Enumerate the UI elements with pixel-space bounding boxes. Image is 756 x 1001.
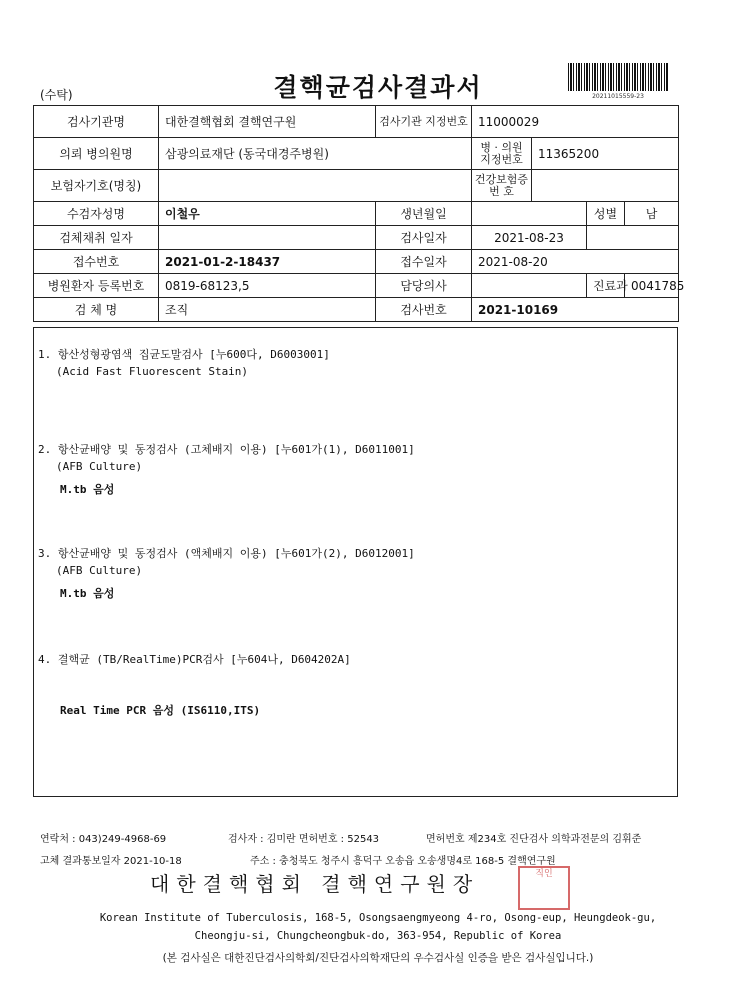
sex-value: 남 (625, 202, 679, 226)
birth-value (472, 202, 587, 226)
accept-no-label: 접수번호 (34, 250, 159, 274)
patient-value: 이철우 (159, 202, 376, 226)
result-value: M.tb 음성 (60, 483, 115, 496)
institute-name: 대한결핵협회 결핵연구원장 (150, 872, 480, 896)
certification-note: (본 검사실은 대한진단검사의학회/진단검사의학재단의 우수검사실 인증을 받은 검사실입니다.) (162, 952, 594, 964)
document-title: 결핵균검사결과서 (273, 73, 483, 102)
test-date-label: 검사일자 (376, 226, 472, 250)
result-subtitle: (Acid Fast Fluorescent Stain) (56, 365, 249, 378)
result-value: M.tb 음성 (60, 587, 115, 600)
specimen-label: 검 체 명 (34, 298, 159, 322)
insured-value (159, 170, 472, 202)
receipt-label: (수탁) (40, 88, 73, 102)
collect-label: 검체채취 일자 (34, 226, 159, 250)
test-no-value: 2021-10169 (472, 298, 679, 322)
hospital-code-value: 11365200 (532, 138, 679, 170)
result-subtitle: (AFB Culture) (56, 460, 143, 473)
dept-value: 0041785 (625, 274, 679, 298)
doctor-value (472, 274, 587, 298)
specimen-value: 조직 (159, 298, 376, 322)
patient-info-table (33, 105, 685, 322)
seal-text: 직인 (535, 869, 553, 879)
insured-label: 보험자기호(명칭) (34, 170, 159, 202)
result-title: 3. 항산균배양 및 동정검사 (액체배지 이용) [누601가(2), D6012001] (38, 547, 415, 560)
result-item-1 (38, 346, 330, 380)
hospital-label: 의뢰 병의원명 (34, 138, 159, 170)
collect-value (159, 226, 376, 250)
inst-value: 대한결핵협회 결핵연구원 (159, 106, 376, 138)
sex-label: 성별 (587, 202, 625, 226)
doctor-label: 담당의사 (376, 274, 472, 298)
accept-date-label: 접수일자 (376, 250, 472, 274)
dept-label: 진료과 (587, 274, 625, 298)
birth-label: 생년월일 (376, 202, 472, 226)
inst-label: 검사기관명 (34, 106, 159, 138)
footer-report-date: 고체 결과통보일자 2021-10-18 (40, 856, 182, 867)
patient-label: 수검자성명 (34, 202, 159, 226)
official-seal (518, 866, 570, 910)
footer-address: 주소 : 충청북도 청주시 흥덕구 오송읍 오송생명4로 168-5 결핵연구원 (250, 856, 556, 867)
accept-no-value: 2021-01-2-18437 (159, 250, 376, 274)
results-box (33, 327, 678, 797)
barcode (568, 63, 668, 91)
english-address-line2: Cheongju-si, Chungcheongbuk-do, 363-954, Republic of Korea (194, 930, 562, 942)
reg-no-value: 0819-68123,5 (159, 274, 376, 298)
result-subtitle: (AFB Culture) (56, 564, 143, 577)
health-label: 건강보험증 번 호 (472, 170, 532, 202)
inst-code-label: 검사기관 지정번호 (376, 106, 472, 138)
result-title: 4. 결핵균 (TB/RealTime)PCR검사 [누604나, D604202A] (38, 653, 351, 666)
footer-tester: 검사자 : 김미란 면허번호 : 52543 (228, 834, 380, 845)
result-title: 1. 항산성형광염색 집균도말검사 [누600다, D6003001] (38, 348, 330, 361)
inst-code-value: 11000029 (472, 106, 679, 138)
footer-license: 면허번호 제234호 진단검사 의학과전문의 김휘준 (426, 834, 642, 845)
result-item-4 (38, 651, 351, 719)
result-title: 2. 항산균배양 및 동정검사 (고체배지 이용) [누601가(1), D6011001] (38, 443, 415, 456)
english-address-line1: Korean Institute of Tuberculosis, 168-5, Osongsaengmyeong 4-ro, Osong-eup, Heungdeok-gu, (99, 912, 657, 924)
test-no-label: 검사번호 (376, 298, 472, 322)
result-value: Real Time PCR 음성 (IS6110,ITS) (60, 704, 261, 717)
result-item-2 (38, 441, 415, 498)
footer-contact: 연락처 : 043)249-4968-69 (40, 834, 167, 845)
health-value (532, 170, 679, 202)
barcode-number: 20211015559-23 (592, 93, 644, 100)
reg-no-label: 병원환자 등록번호 (34, 274, 159, 298)
hospital-code-label: 병 · 의원 지정번호 (472, 138, 532, 170)
test-date-value: 2021-08-23 (472, 226, 587, 250)
accept-date-value: 2021-08-20 (472, 250, 679, 274)
hospital-value: 삼광의료재단 (동국대경주병원) (159, 138, 472, 170)
result-item-3 (38, 545, 415, 602)
